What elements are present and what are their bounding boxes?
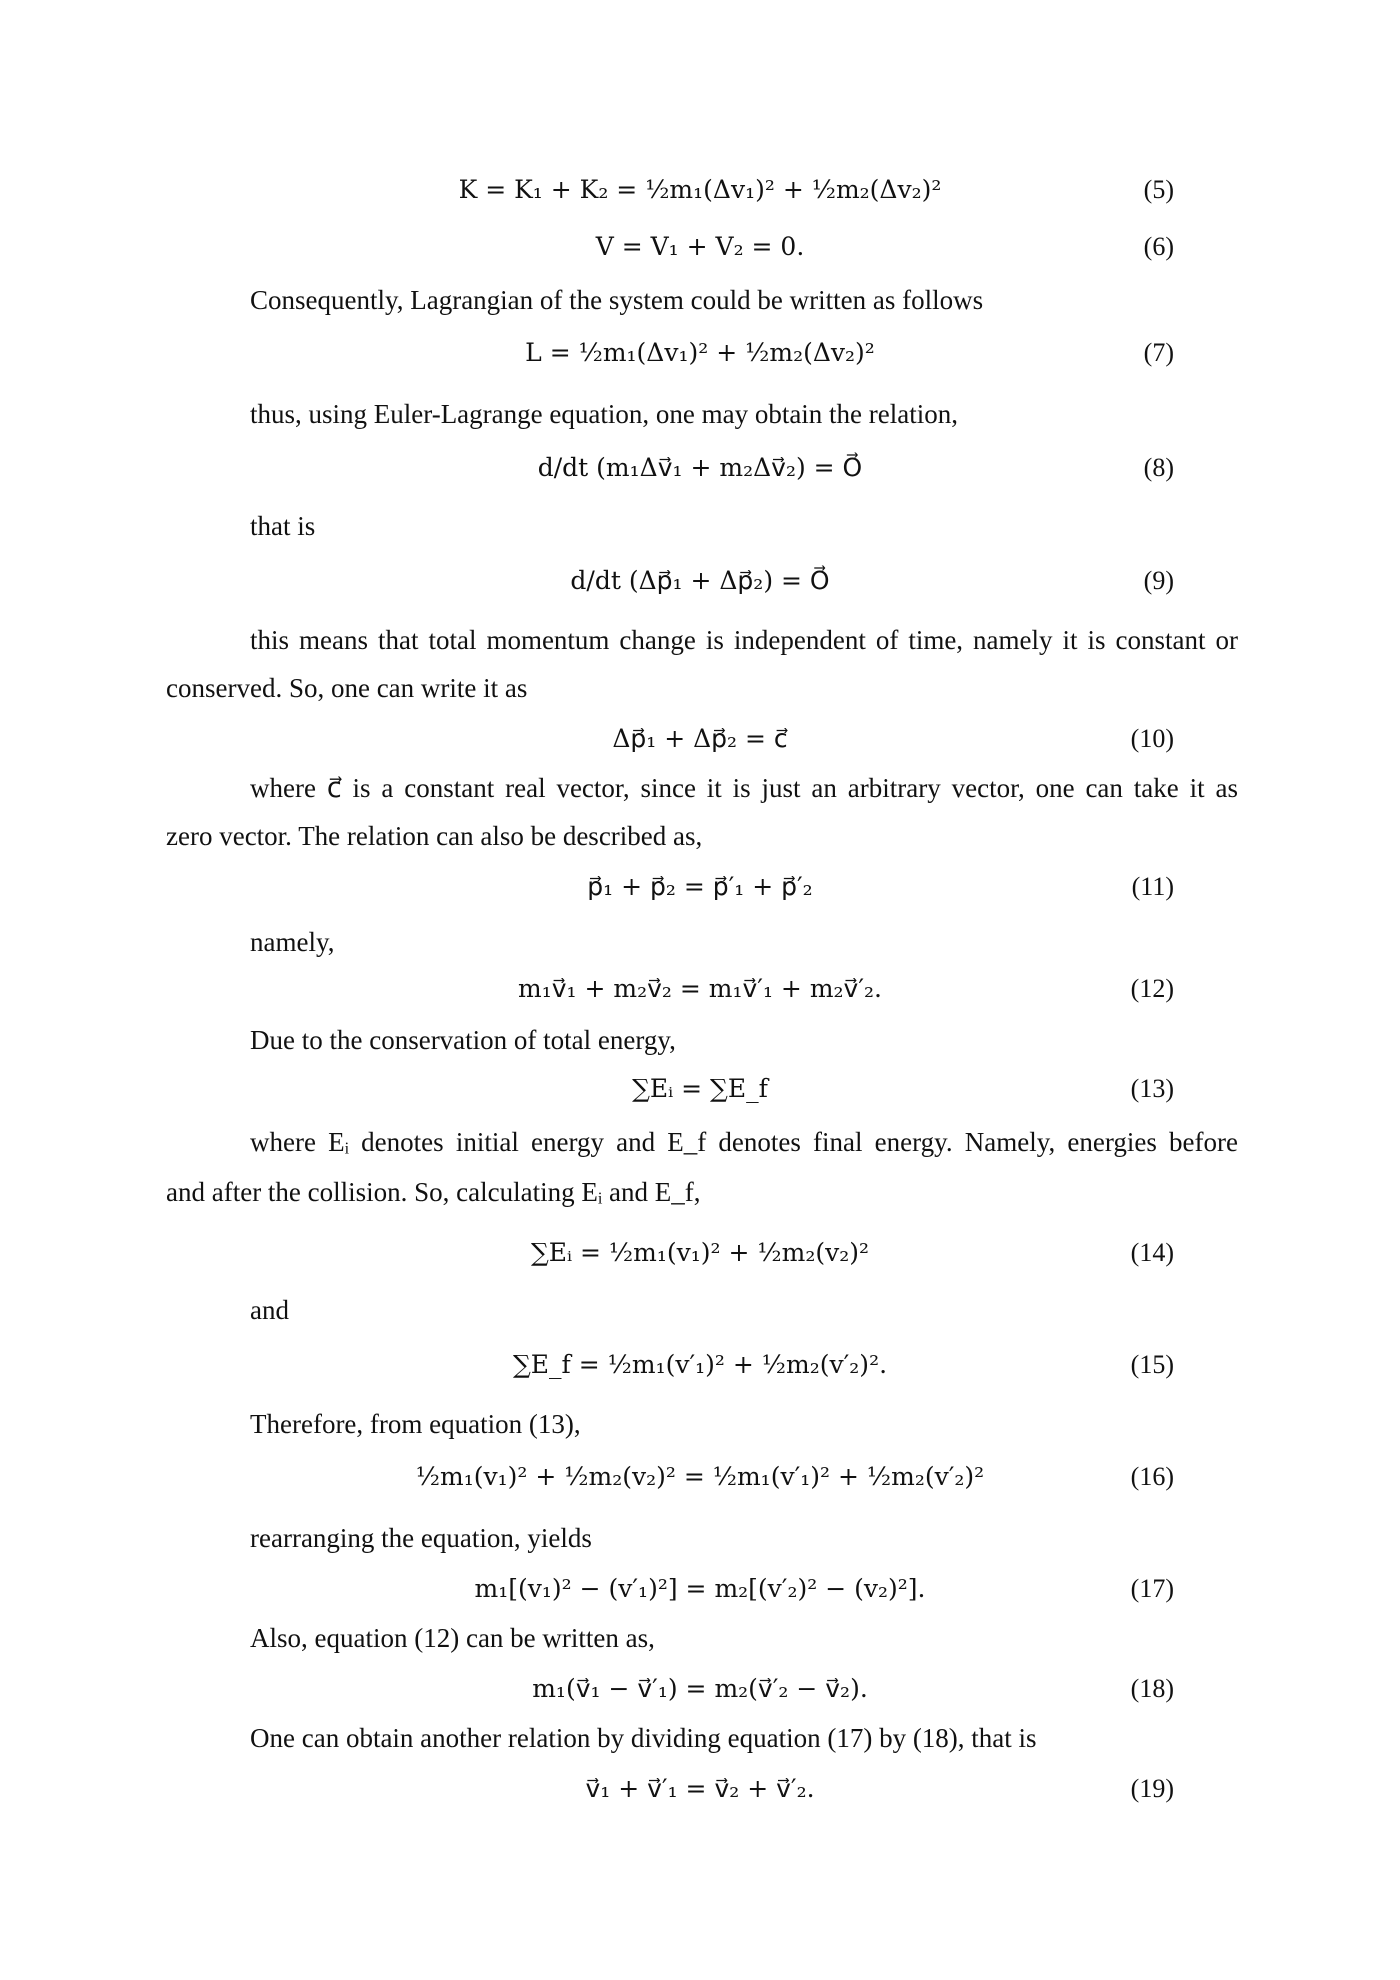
equation-number: (5)	[1143, 175, 1174, 204]
paragraph-line: conserved. So, one can write it as	[166, 673, 528, 703]
equation-15	[0, 1340, 1400, 1390]
equation-14	[0, 1228, 1400, 1278]
equation-expression: Δp⃗₁ + Δp⃗₂ = c⃗	[612, 724, 788, 753]
equation-number: (7)	[1143, 338, 1174, 367]
equation-number: (19)	[1130, 1774, 1174, 1803]
equation-expression: d/dt (m₁Δv⃗₁ + m₂Δv⃗₂) = O⃗	[537, 453, 863, 482]
equation-10	[0, 714, 1400, 764]
equation-expression: L = ½m₁(Δv₁)² + ½m₂(Δv₂)²	[525, 338, 875, 367]
equation-number: (8)	[1143, 453, 1174, 482]
equation-9	[0, 556, 1400, 606]
equation-expression: ∑Eᵢ = ½m₁(v₁)² + ½m₂(v₂)²	[530, 1238, 870, 1267]
equation-12	[0, 964, 1400, 1014]
paragraph-line: where Eᵢ denotes initial energy and E_f denotes final energy. Namely, energies before	[250, 1127, 1238, 1157]
equation-number: (6)	[1143, 232, 1174, 261]
equation-11	[0, 862, 1400, 912]
paragraph-line: and after the collision. So, calculating Eᵢ and E_f,	[166, 1177, 701, 1207]
equation-16	[0, 1452, 1400, 1502]
equation-19	[0, 1764, 1400, 1814]
equation-expression: K = K₁ + K₂ = ½m₁(Δv₁)² + ½m₂(Δv₂)²	[458, 175, 942, 204]
text-line: Due to the conservation of total energy,	[250, 1025, 676, 1055]
equation-number: (18)	[1130, 1674, 1174, 1703]
text-line: One can obtain another relation by dividing equation (17) by (18), that is	[250, 1723, 1037, 1753]
equation-expression: m₁[(v₁)² − (v′₁)²] = m₂[(v′₂)² − (v₂)²].	[474, 1574, 926, 1603]
equation-expression: ∑E_f = ½m₁(v′₁)² + ½m₂(v′₂)².	[512, 1350, 888, 1379]
text-line: thus, using Euler-Lagrange equation, one may obtain the relation,	[250, 399, 958, 429]
equation-expression: m₁(v⃗₁ − v⃗′₁) = m₂(v⃗′₂ − v⃗₂).	[532, 1674, 868, 1703]
paragraph-line: where c⃗ is a constant real vector, since it is just an arbitrary vector, one can take it as	[250, 773, 1238, 803]
equation-expression: ½m₁(v₁)² + ½m₂(v₂)² = ½m₁(v′₁)² + ½m₂(v′₂)²	[415, 1462, 985, 1491]
equation-number: (12)	[1130, 974, 1174, 1003]
paragraph-line: this means that total momentum change is independent of time, namely it is constant or	[250, 625, 1238, 655]
equation-expression: p⃗₁ + p⃗₂ = p⃗′₁ + p⃗′₂	[587, 872, 813, 901]
equation-expression: v⃗₁ + v⃗′₁ = v⃗₂ + v⃗′₂.	[585, 1774, 815, 1803]
equation-number: (15)	[1130, 1350, 1174, 1379]
text-line: and	[250, 1295, 289, 1325]
text-line: that is	[250, 511, 316, 541]
text-line: rearranging the equation, yields	[250, 1523, 592, 1553]
equation-6	[0, 222, 1400, 272]
equation-expression: d/dt (Δp⃗₁ + Δp⃗₂) = O⃗	[570, 566, 830, 595]
equation-expression: m₁v⃗₁ + m₂v⃗₂ = m₁v⃗′₁ + m₂v⃗′₂.	[517, 974, 882, 1003]
equation-number: (10)	[1130, 724, 1174, 753]
equation-5	[0, 165, 1400, 215]
equation-expression: ∑Eᵢ = ∑E_f	[632, 1074, 768, 1103]
text-line: Consequently, Lagrangian of the system could be written as follows	[250, 285, 984, 315]
equation-8	[0, 443, 1400, 493]
equation-7	[0, 328, 1400, 378]
equation-18	[0, 1664, 1400, 1714]
equation-13	[0, 1064, 1400, 1114]
equation-number: (16)	[1130, 1462, 1174, 1491]
equation-number: (17)	[1130, 1574, 1174, 1603]
equation-number: (14)	[1130, 1238, 1174, 1267]
equation-expression: V = V₁ + V₂ = 0.	[595, 232, 805, 261]
text-line: Therefore, from equation (13),	[250, 1409, 581, 1439]
equation-number: (9)	[1143, 566, 1174, 595]
text-line: Also, equation (12) can be written as,	[250, 1623, 655, 1653]
paragraph-line: zero vector. The relation can also be described as,	[166, 821, 703, 851]
equation-number: (13)	[1130, 1074, 1174, 1103]
text-line: namely,	[250, 927, 335, 957]
equation-17	[0, 1564, 1400, 1614]
equation-number: (11)	[1131, 872, 1174, 901]
